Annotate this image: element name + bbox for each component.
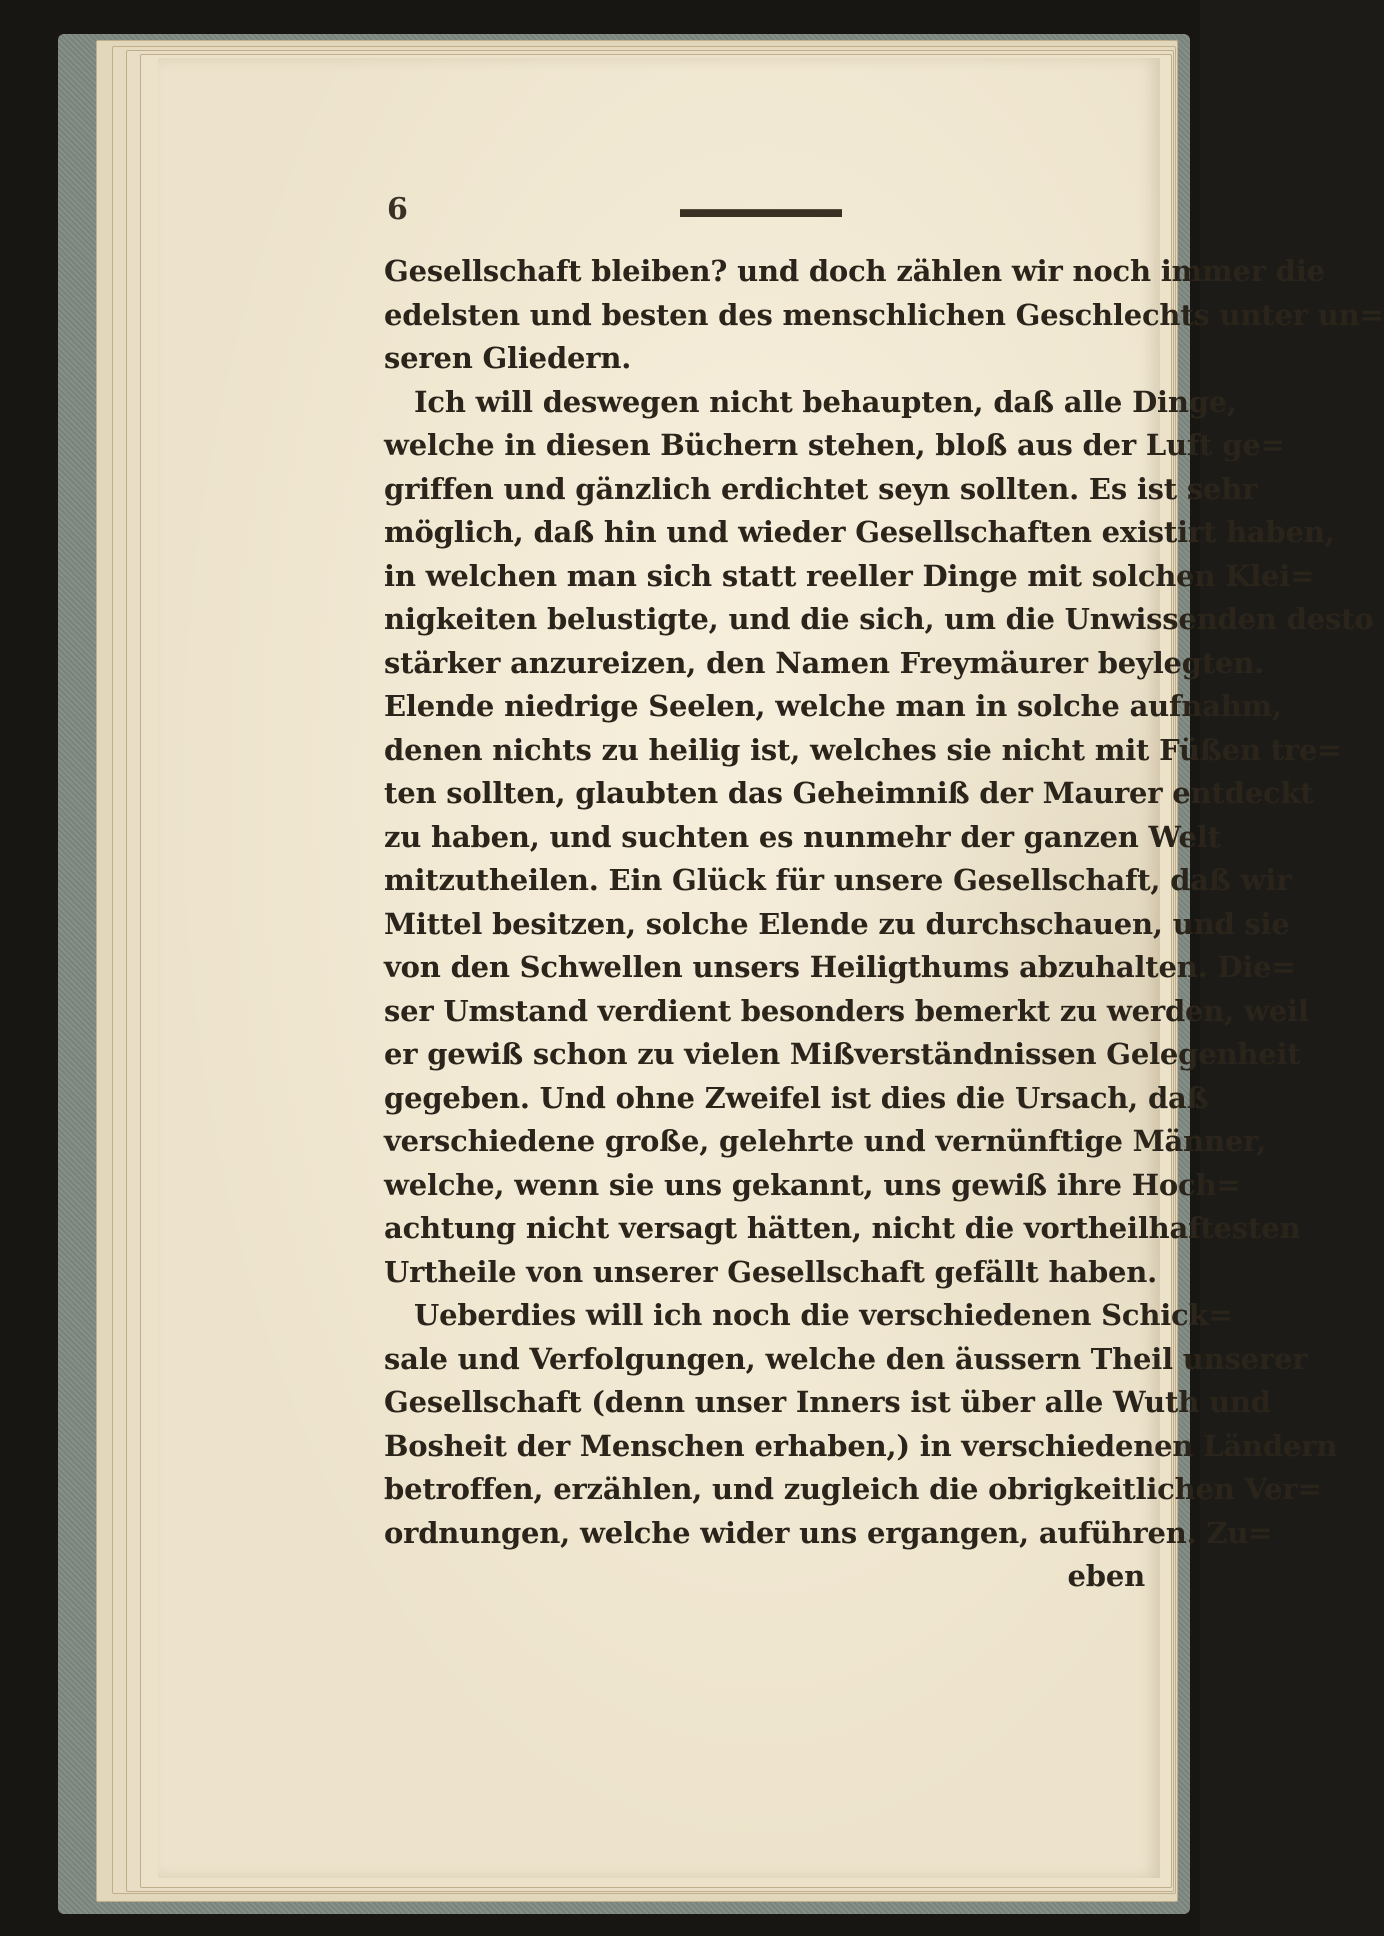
body-text [384, 250, 1384, 1599]
text-line: nigkeiten belustigte, und die sich, um die Unwissenden desto [384, 602, 1374, 636]
text-line: ser Umstand verdient besonders bemerkt zu werden, weil [384, 993, 1309, 1028]
text-line: achtung nicht versagt hätten, nicht die vortheilhaftesten [384, 1211, 1301, 1245]
text-line: griffen und gänzlich erdichtet seyn sollten. Es ist sehr [384, 471, 1258, 506]
text-line: seren Gliedern. [384, 341, 632, 375]
text-line: ordnungen, welche wider uns ergangen, auführen. Zu= [384, 1515, 1273, 1550]
text-line: stärker anzureizen, den Namen Freymäurer beylegten. [384, 645, 1265, 680]
text-line: ten sollten, glaubten das Geheimniß der Maurer entdeckt [384, 776, 1314, 810]
text-line: Elende niedrige Seelen, welche man in solche aufnahm, [384, 689, 1283, 723]
text-line: gegeben. Und ohne Zweifel ist dies die Ursach, daß [384, 1080, 1209, 1115]
text-line: mitzutheilen. Ein Glück für unsere Gesellschaft, daß wir [384, 863, 1292, 897]
text-line: sale und Verfolgungen, welche den äussern Theil unserer [384, 1341, 1308, 1376]
page-number: 6 [387, 192, 408, 227]
text-line: welche, wenn sie uns gekannt, uns gewiß ihre Hoch= [384, 1167, 1241, 1202]
text-line: er gewiß schon zu vielen Mißverständnissen Gelegenheit [384, 1037, 1301, 1071]
text-line: Gesellschaft (denn unser Inners ist über alle Wuth und [384, 1385, 1271, 1419]
text-line: Bosheit der Menschen erhaben,) in verschiedenen Ländern [384, 1428, 1338, 1463]
text-line: betroffen, erzählen, und zugleich die obrigkeitlichen Ver= [384, 1472, 1322, 1506]
text-line: in welchen man sich statt reeller Dinge mit solchen Klei= [384, 558, 1315, 593]
text-line: von den Schwellen unsers Heiligthums abzuhalten. Die= [384, 950, 1296, 984]
text-line: Urtheile von unserer Gesellschaft gefällt haben. [384, 1254, 1158, 1289]
text-line: Mittel besitzen, solche Elende zu durchschauen, und sie [384, 906, 1290, 941]
text-line: edelsten und besten des menschlichen Geschlechts unter un= [384, 297, 1384, 332]
text-line: verschiedene große, gelehrte und vernünftige Männer, [384, 1124, 1267, 1158]
header-rule [680, 209, 842, 217]
text-line: zu haben, und suchten es nunmehr der ganzen Welt [384, 819, 1221, 854]
text-line: Ich will deswegen nicht behaupten, daß alle Dinge, [414, 384, 1237, 419]
catchword: eben [1067, 1559, 1145, 1593]
text-line: möglich, daß hin und wieder Gesellschaften existirt haben, [384, 515, 1335, 549]
text-line: denen nichts zu heilig ist, welches sie nicht mit Füßen tre= [384, 732, 1342, 767]
text-line: Gesellschaft bleiben? und doch zählen wir noch immer die [384, 254, 1325, 288]
text-line: welche in diesen Büchern stehen, bloß aus der Luft ge= [384, 428, 1285, 462]
text-line: Ueberdies will ich noch die verschiedenen Schick= [414, 1298, 1233, 1332]
